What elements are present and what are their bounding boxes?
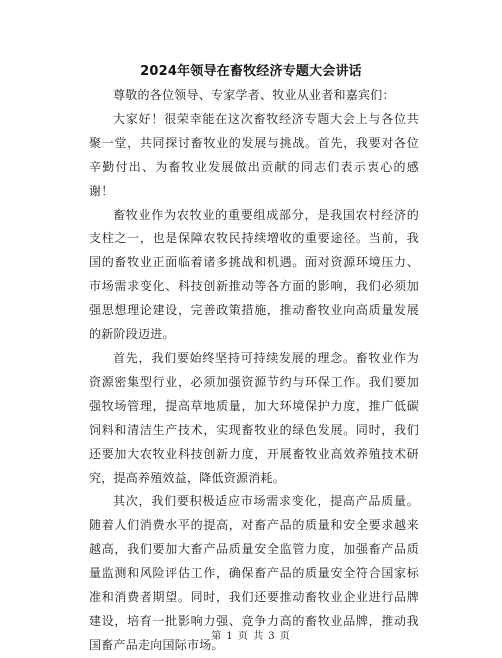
salutation-paragraph: 尊敬的各位领导、专家学者、牧业从业者和嘉宾们： (113, 88, 395, 102)
body-paragraph-sustainability: 首先，我们要始终坚持可持续发展的理念。畜牧业作为资源密集型行业，必须加强资源节约与环保工作。我们要加强牧场管理，提高草地质量，加大环境保护力度，推广低碳饲料和清洁生产技术，实现畜牧业的绿色发展。同时，我们还要加大农牧业科技创新力度，开展畜牧业高效养殖技术研究，提高养殖效益，降低资源消耗。 (89, 350, 419, 485)
body-paragraph-greeting: 大家好！很荣幸能在这次畜牧经济专题大会上与各位共聚一堂，共同探讨畜牧业的发展与挑战。首先，我要对各位辛勤付出、为畜牧业发展做出贡献的同志们表示衷心的感谢！ (89, 111, 419, 198)
body-paragraph-industry: 畜牧业作为农牧业的重要组成部分，是我国农村经济的支柱之一，也是保障农牧民持续增收的重要途径。当前，我国的畜牧业正面临着诸多挑战和机遇。面对资源环境压力、市场需求变化、科技创新推动等各方面的影响，我们必须加强思想理论建设，完善政策措施，推动畜牧业向高质量发展的新阶段迈进。 (89, 207, 419, 342)
page-title: 2024年领导在畜牧经济专题大会讲话 (140, 64, 362, 79)
page-number-footer: 第 1 页 共 3 页 (211, 631, 291, 642)
body-paragraph-market: 其次，我们要积极适应市场需求变化，提高产品质量。随着人们消费水平的提高，对畜产品的质量和安全要求越来越高，我们要加大畜产品质量安全监管力度，加强畜产品质量监测和风险评估工作，确保畜产品的质量安全符合国家标准和消费者期望。同时，我们还要推动畜牧业企业进行品牌建设，培育一批影响力强、竞争力高的畜牧业品牌，推动我国畜产品走向国际市场。 (89, 494, 419, 652)
document-body (89, 84, 419, 658)
